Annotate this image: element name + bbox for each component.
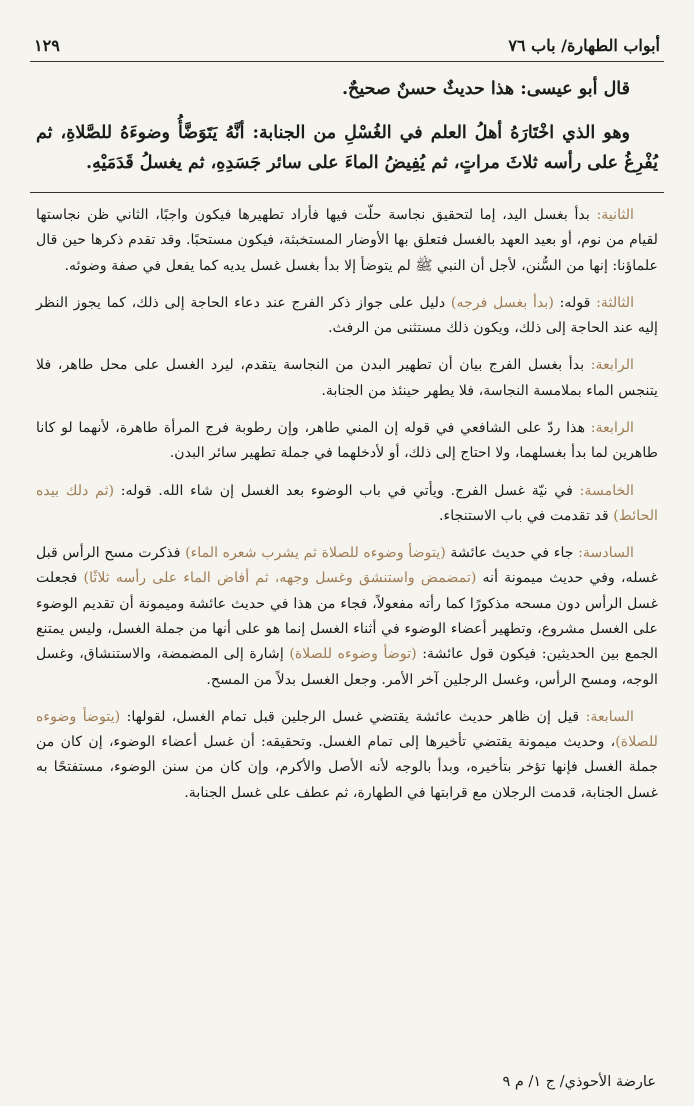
- quote: (بدأ بغسل فرجه): [450, 294, 554, 311]
- text: ، وحديث ميمونة يقتضي تأخيرها إلى تمام الغسل. وتحقيقه: أن غسل أعضاء الوضوء، إن كان من جملة الغسل فإنها تؤخر بتأخيره، وبدأ بالوجه لأنه الأصل والأكرم، وإن كان من سنن الوضوء، مستفتحًا به غسل الجنابة، قدمت الرجلان مع قرابتها في الطهارة، ثم عطف على غسل الجنابة.: [36, 734, 658, 801]
- running-header: [30, 36, 664, 62]
- commentary-sixth: [36, 541, 658, 693]
- text: فجعلت غسل الرأس دون مسحه مذكورًا كما رأته مفعولاً، فجاء من هذا في حديث عائشة وميمونة أن تقديم الوضوء على الغسل مشروع، وتطهير أعضاء الوضوء في أثناء الغسل إنما هو على أنها من جملة الغسل، وليس يمتنع الجمع بين الحديثين: فيكون قول عائشة:: [36, 570, 658, 663]
- footer-signature: عارضة الأحوذي/ ج ١/ م ٩: [502, 1074, 656, 1090]
- main-hadith-text: [30, 62, 664, 179]
- heading-seventh: السابعة:: [585, 708, 634, 725]
- main-paragraph-2: وهو الذي اخْتَارَهُ أهلُ العلم في الغُسْلِ من الجنابة: أنَّهُ يَتَوَضَّأُ وضوءَهُ للصَّلاةِ، ثم يُفْرِغُ على رأسه ثلاثَ مراتٍ، ثم يُفِيضُ الماءَ على سائر جَسَدِهِ، ثم يغسلُ قَدَمَيْهِ.: [36, 122, 658, 174]
- text: قيل إن ظاهر حديث عائشة يقتضي غسل الرجلين قبل تمام الغسل، لقولها:: [120, 708, 586, 725]
- commentary-fourth-b: [36, 416, 658, 467]
- heading-fourth: الرابعة:: [590, 357, 634, 374]
- commentary-seventh: [36, 705, 658, 806]
- commentary-second: [36, 203, 658, 279]
- quote: (ثم دلك بيده الحائط): [36, 482, 658, 524]
- text: بدأ بغسل الفرج بيان أن تطهير البدن من النجاسة يتقدم، ليرد الغسل على محل طاهر، فلا يتنجس الماء بملامسة النجاسة، فلا يطهر حينئذ من الجنابة.: [36, 357, 658, 399]
- text-divider: [30, 192, 664, 193]
- text: في نيّة غسل الفرج. ويأتي في باب الوضوء بعد الغسل إن شاء الله. قوله:: [114, 482, 580, 499]
- heading-fourth: الرابعة:: [590, 420, 634, 437]
- commentary-third: [36, 291, 658, 342]
- quote: (تمضمض واستنشق وغسل وجهه، ثم أفاض الماء على رأسه ثلاثًا): [83, 570, 477, 587]
- heading-second: الثانية:: [596, 207, 634, 224]
- text: دليل على جواز ذكر الفرج عند دعاء الحاجة إلى ذلك، كما يجوز النظر إليه عند الحاجة إلى ذلك، ويكون ذلك مستثنى من الرفث.: [36, 294, 658, 337]
- text: جاء في حديث عائشة: [445, 545, 579, 562]
- main-paragraph-1: قال أبو عيسى: هذا حديثٌ حسنٌ صحيحٌ.: [341, 79, 630, 100]
- text: هذا ردّ على الشافعي في قوله إن المني طاهر، وإن رطوبة فرج المرأة طاهرة، لأنهما لو كانا طاهرين لما بدأ بغسلهما، ولا احتاج إلى ذلك، أو لأدخلهما في جملة تطهير سائر البدن.: [36, 420, 658, 462]
- heading-fifth: الخامسة:: [579, 482, 634, 499]
- header-title: أبواب الطهارة/ باب ٧٦: [508, 36, 660, 55]
- quote: (يتوضأ وضوءه للصلاة ثم يشرب شعره الماء): [185, 545, 446, 562]
- quote: (توضأ وضوءه للصلاة): [289, 646, 417, 663]
- heading-sixth: السادسة:: [578, 545, 634, 562]
- text: قد تقدمت في باب الاستنجاء.: [439, 507, 614, 524]
- quote: (يتوضأ وضوءه للصلاة): [36, 708, 658, 751]
- commentary-fourth-a: [36, 353, 658, 404]
- text: فذكرت مسح الرأس قبل غسله، وفي حديث ميمونة أنه: [36, 545, 658, 587]
- text: بدأ بغسل اليد، إما لتحقيق نجاسة حلّت فيها فأراد تطهيرها فيكون واجبًا، الثاني ظن نجاستها لقيام من نوم، أو بعيد العهد بالغسل فتعلق بها الأوضار المستخبثة، فيكون مستحبًا. وقد تقدم ذكرها حين قال علماؤنا: إنها من السُّنن، لأجل أن النبي ﷺ لم يتوضأ إلا بدأ بغسل غسل يديه كما يفعل في صفة وضوئه.: [36, 207, 658, 274]
- page-number: ١٢٩: [34, 36, 60, 55]
- commentary-fifth: [36, 479, 658, 530]
- text: إشارة إلى المضمضة، والاستنشاق، وغسل الوجه، ومسح الرأس، وغسل الرجلين آخر الأمر. وجعل الغسل بدلاً من المسح.: [36, 646, 658, 688]
- heading-third: الثالثة:: [596, 294, 635, 311]
- commentary-section: [30, 203, 664, 806]
- text: قوله:: [553, 294, 597, 311]
